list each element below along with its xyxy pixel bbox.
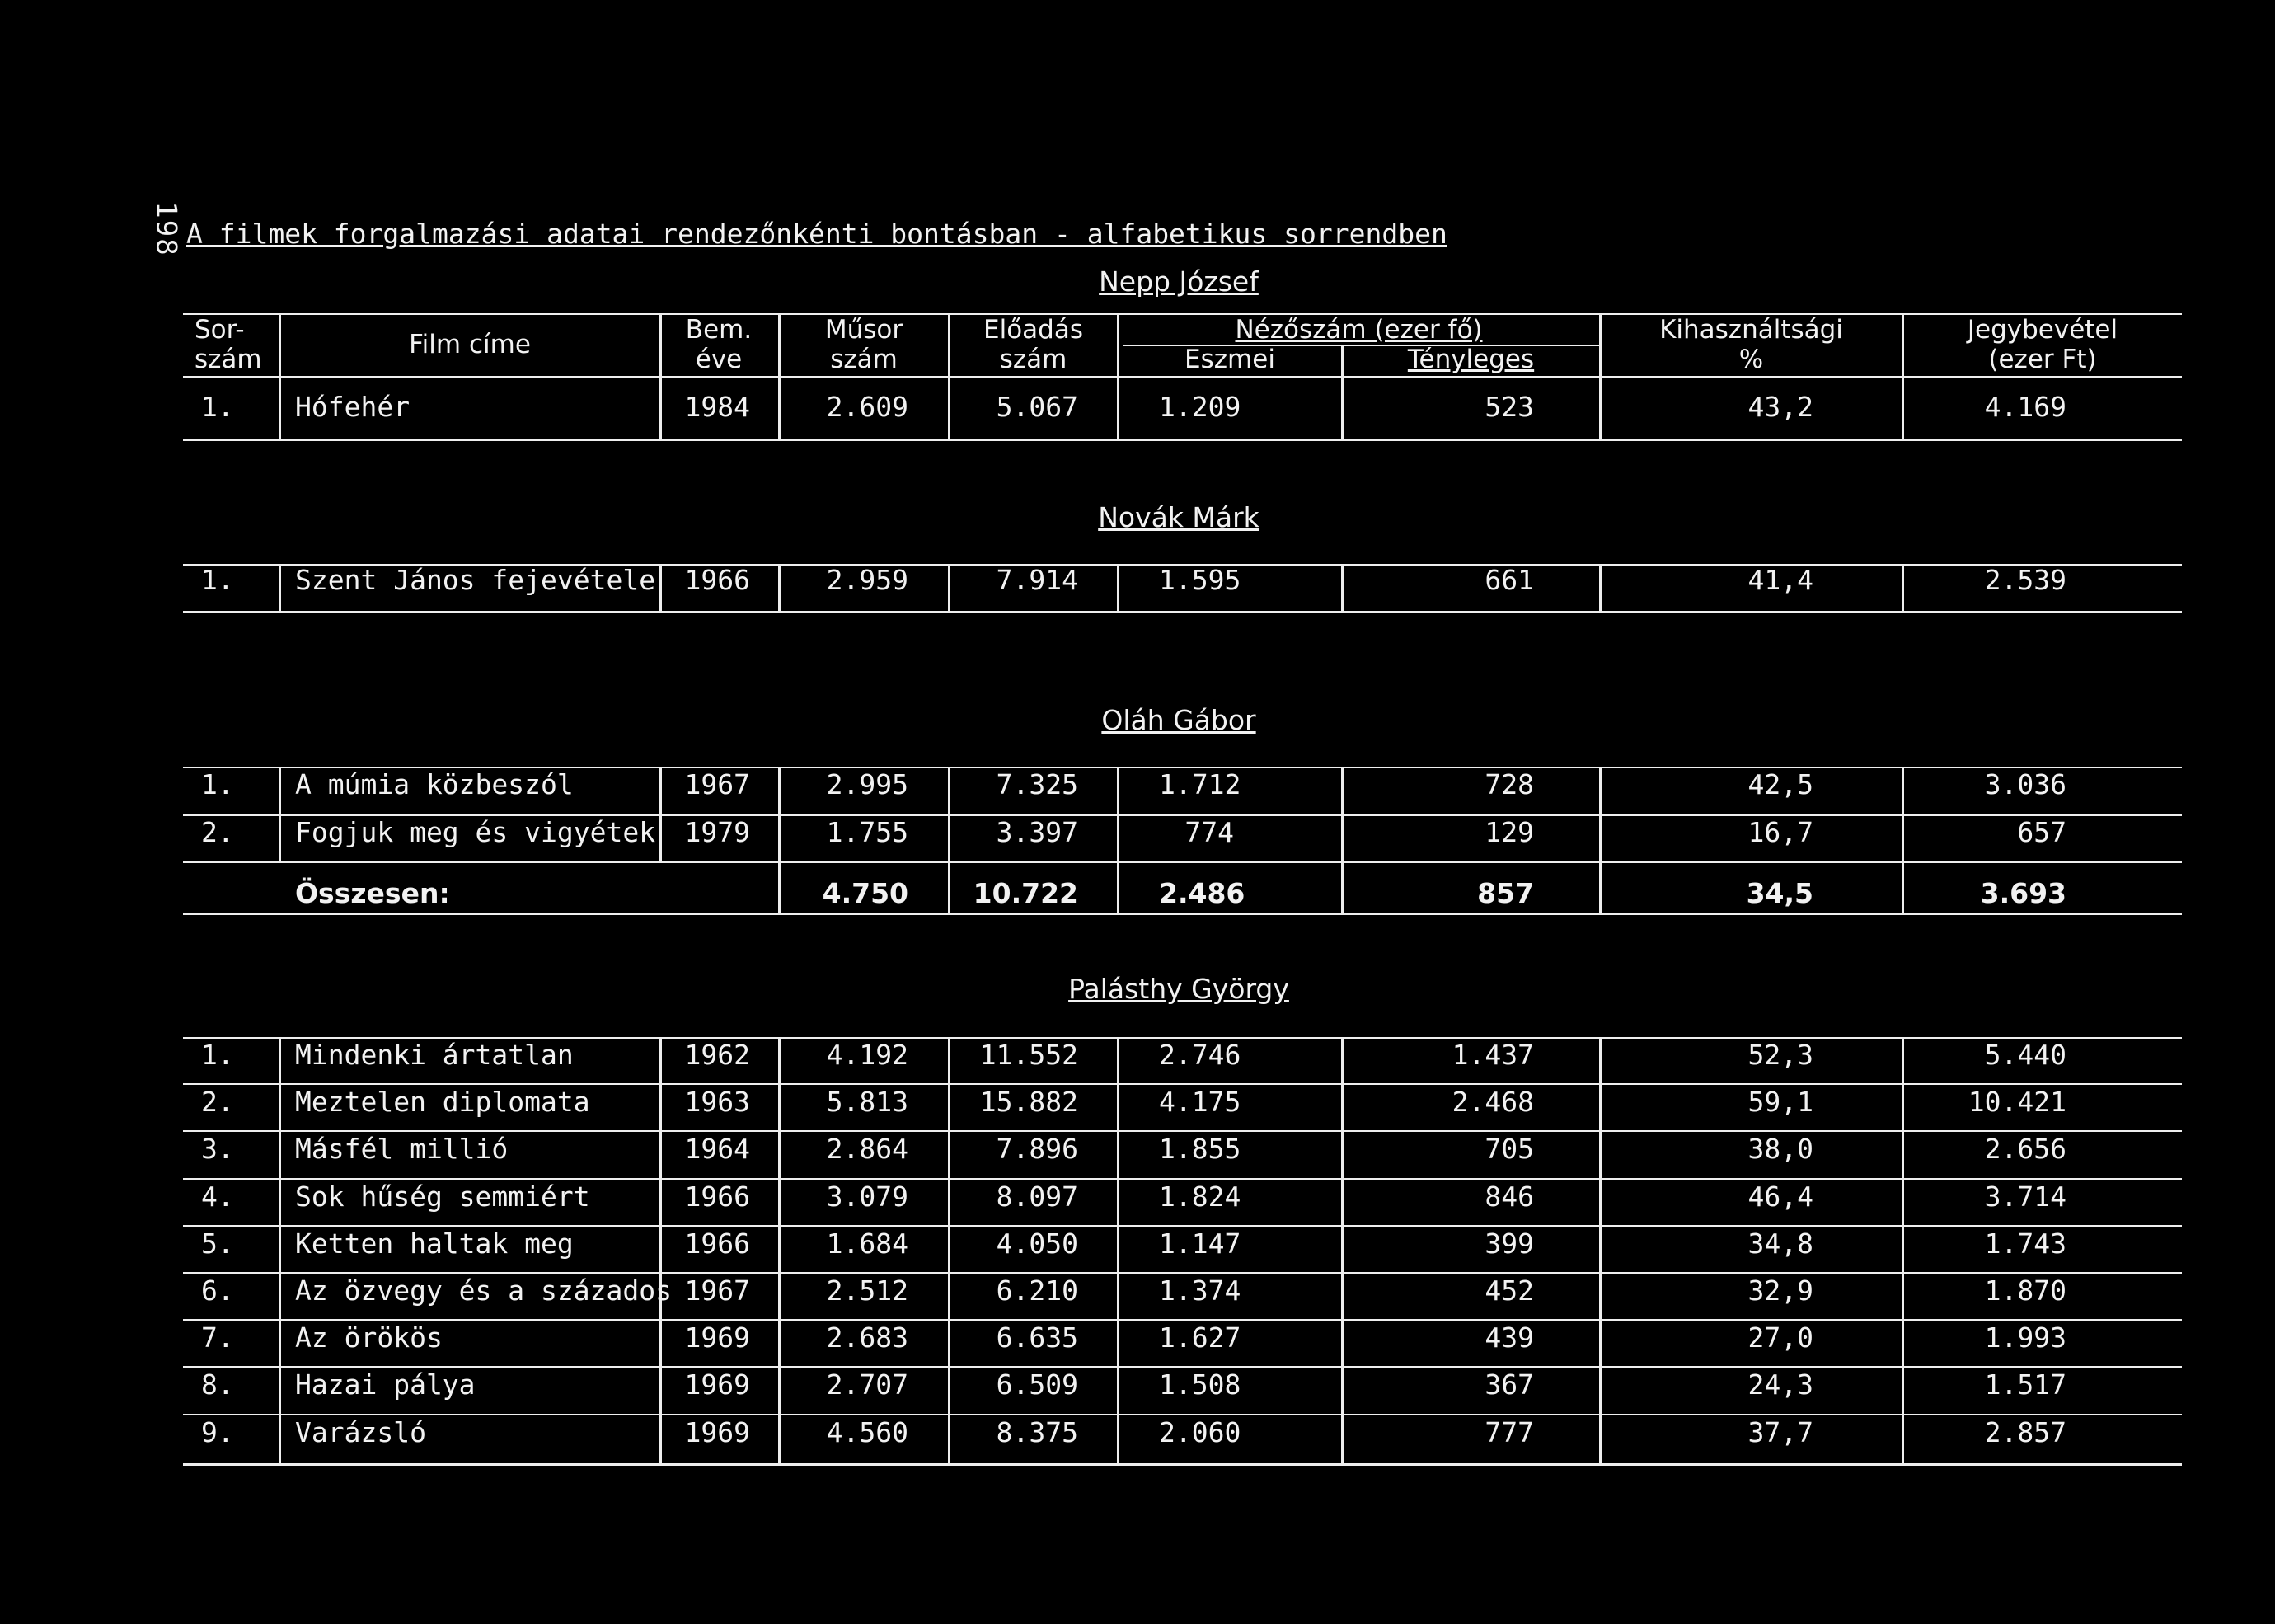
header-jegybevetel: Jegybevétel — [1967, 315, 2118, 345]
musor-szam: 1.684 — [826, 1227, 908, 1260]
jegybevetel: 3.714 — [1984, 1180, 2066, 1213]
eszmei: 2.060 — [1159, 1416, 1241, 1448]
director-heading: Palásthy György — [1068, 973, 1289, 1005]
eszmei: 4.175 — [1159, 1086, 1241, 1118]
row-number: 4. — [201, 1180, 234, 1213]
document-title: A filmek forgalmazási adatai rendezőnkénti bontásban - alfabetikus sorrendben — [186, 218, 1447, 250]
eloadas-szam: 8.375 — [996, 1416, 1078, 1448]
row-number: 2. — [201, 816, 234, 848]
musor-szam: 2.995 — [826, 768, 908, 800]
eloadas-szam: 6.635 — [996, 1321, 1078, 1354]
eloadas-szam: 15.882 — [979, 1086, 1078, 1118]
header-kihasznaltsagi: Kihasználtsági — [1659, 315, 1843, 345]
eloadas-szam: 8.097 — [996, 1180, 1078, 1213]
jegybevetel: 1.743 — [1984, 1227, 2066, 1260]
eloadas-szam: 3.397 — [996, 816, 1078, 848]
total-jegybevetel: 3.693 — [1980, 877, 2066, 909]
eszmei: 1.712 — [1159, 768, 1241, 800]
director-heading: Novák Márk — [1098, 501, 1259, 533]
kihasznaltsag: 32,9 — [1747, 1274, 1813, 1307]
tenyleges: 846 — [1485, 1180, 1534, 1213]
header-szam: szám — [195, 345, 262, 374]
eloadas-szam: 11.552 — [979, 1039, 1078, 1071]
film-title: Hazai pálya — [295, 1368, 476, 1401]
tenyleges: 661 — [1485, 564, 1534, 596]
year: 1969 — [684, 1416, 750, 1448]
total-musor: 4.750 — [822, 877, 908, 909]
header-tenyleges: Tényleges — [1407, 345, 1535, 374]
film-title: Másfél millió — [295, 1133, 509, 1165]
eszmei: 1.374 — [1159, 1274, 1241, 1307]
tenyleges: 367 — [1485, 1368, 1534, 1401]
tenyleges: 452 — [1485, 1274, 1534, 1307]
jegybevetel: 1.993 — [1984, 1321, 2066, 1354]
musor-szam: 3.079 — [826, 1180, 908, 1213]
row-number: 1. — [201, 1039, 234, 1071]
kihasznaltsag: 42,5 — [1747, 768, 1813, 800]
film-title: Sok hűség semmiért — [295, 1180, 590, 1213]
eszmei: 1.147 — [1159, 1227, 1241, 1260]
year: 1967 — [684, 1274, 750, 1307]
jegybevetel: 2.539 — [1984, 564, 2066, 596]
kihasznaltsag: 38,0 — [1747, 1133, 1813, 1165]
header-musor-szam: szám — [830, 345, 898, 374]
tenyleges: 1.437 — [1452, 1039, 1534, 1071]
musor-szam: 2.683 — [826, 1321, 908, 1354]
year: 1984 — [684, 391, 750, 423]
tenyleges: 439 — [1485, 1321, 1534, 1354]
musor-szam: 2.609 — [826, 391, 908, 423]
musor-szam: 2.512 — [826, 1274, 908, 1307]
film-title: Fogjuk meg és vigyétek — [295, 816, 656, 848]
kihasznaltsag: 41,4 — [1747, 564, 1813, 596]
kihasznaltsag: 43,2 — [1747, 391, 1813, 423]
director-heading: Oláh Gábor — [1101, 704, 1256, 736]
year: 1966 — [684, 564, 750, 596]
header-film-cime: Film címe — [409, 330, 531, 359]
total-eloadas: 10.722 — [973, 877, 1078, 909]
tenyleges: 2.468 — [1452, 1086, 1534, 1118]
eloadas-szam: 6.210 — [996, 1274, 1078, 1307]
musor-szam: 5.813 — [826, 1086, 908, 1118]
row-number: 6. — [201, 1274, 234, 1307]
jegybevetel: 1.517 — [1984, 1368, 2066, 1401]
eloadas-szam: 6.509 — [996, 1368, 1078, 1401]
row-number: 5. — [201, 1227, 234, 1260]
film-title: Az örökös — [295, 1321, 443, 1354]
musor-szam: 1.755 — [826, 816, 908, 848]
year: 1962 — [684, 1039, 750, 1071]
total-tenyleges: 857 — [1477, 877, 1534, 909]
film-title: Ketten haltak meg — [295, 1227, 574, 1260]
musor-szam: 2.707 — [826, 1368, 908, 1401]
tenyleges: 777 — [1485, 1416, 1534, 1448]
eszmei: 1.595 — [1159, 564, 1241, 596]
jegybevetel: 2.656 — [1984, 1133, 2066, 1165]
header-nezoszam: Nézőszám (ezer fő) — [1235, 315, 1483, 345]
eszmei: 1.824 — [1159, 1180, 1241, 1213]
header-ezer-ft: (ezer Ft) — [1988, 345, 2097, 374]
year: 1979 — [684, 816, 750, 848]
row-number: 9. — [201, 1416, 234, 1448]
header-eloadas: Előadás — [983, 315, 1083, 345]
eszmei: 774 — [1184, 816, 1234, 848]
jegybevetel: 4.169 — [1984, 391, 2066, 423]
eloadas-szam: 5.067 — [996, 391, 1078, 423]
eloadas-szam: 7.914 — [996, 564, 1078, 596]
musor-szam: 2.959 — [826, 564, 908, 596]
tenyleges: 523 — [1485, 391, 1534, 423]
film-title: Mindenki ártatlan — [295, 1039, 574, 1071]
film-title: A múmia közbeszól — [295, 768, 574, 800]
kihasznaltsag: 27,0 — [1747, 1321, 1813, 1354]
film-title: Szent János fejevétele — [295, 564, 656, 596]
year: 1969 — [684, 1321, 750, 1354]
kihasznaltsag: 24,3 — [1747, 1368, 1813, 1401]
musor-szam: 4.560 — [826, 1416, 908, 1448]
header-eszmei: Eszmei — [1184, 345, 1275, 374]
film-title: Hófehér — [295, 391, 410, 423]
eszmei: 2.746 — [1159, 1039, 1241, 1071]
kihasznaltsag: 37,7 — [1747, 1416, 1813, 1448]
total-kihasznaltsag: 34,5 — [1746, 877, 1813, 909]
row-number: 7. — [201, 1321, 234, 1354]
eloadas-szam: 7.325 — [996, 768, 1078, 800]
musor-szam: 4.192 — [826, 1039, 908, 1071]
year: 1963 — [684, 1086, 750, 1118]
kihasznaltsag: 34,8 — [1747, 1227, 1813, 1260]
row-number: 8. — [201, 1368, 234, 1401]
jegybevetel: 657 — [2017, 816, 2066, 848]
film-title: Az özvegy és a százados — [295, 1274, 672, 1307]
year: 1967 — [684, 768, 750, 800]
tenyleges: 129 — [1485, 816, 1534, 848]
eszmei: 1.508 — [1159, 1368, 1241, 1401]
kihasznaltsag: 46,4 — [1747, 1180, 1813, 1213]
header-eloadas-szam: szám — [999, 345, 1067, 374]
header-bem: Bem. — [685, 315, 753, 345]
eszmei: 1.855 — [1159, 1133, 1241, 1165]
row-number: 1. — [201, 564, 234, 596]
total-label: Összesen: — [295, 877, 450, 909]
film-title: Meztelen diplomata — [295, 1086, 590, 1118]
tenyleges: 705 — [1485, 1133, 1534, 1165]
page-number: 198 — [149, 201, 183, 257]
year: 1966 — [684, 1180, 750, 1213]
jegybevetel: 2.857 — [1984, 1416, 2066, 1448]
tenyleges: 399 — [1485, 1227, 1534, 1260]
year: 1964 — [684, 1133, 750, 1165]
year: 1969 — [684, 1368, 750, 1401]
jegybevetel: 1.870 — [1984, 1274, 2066, 1307]
total-eszmei: 2.486 — [1159, 877, 1245, 909]
row-number: 1. — [201, 391, 234, 423]
kihasznaltsag: 52,3 — [1747, 1039, 1813, 1071]
header-musor: Műsor — [824, 315, 903, 345]
year: 1966 — [684, 1227, 750, 1260]
jegybevetel: 10.421 — [1968, 1086, 2066, 1118]
header-percent: % — [1738, 345, 1764, 374]
eszmei: 1.209 — [1159, 391, 1241, 423]
eszmei: 1.627 — [1159, 1321, 1241, 1354]
row-number: 3. — [201, 1133, 234, 1165]
tenyleges: 728 — [1485, 768, 1534, 800]
header-sor: Sor- — [195, 315, 245, 345]
director-heading: Nepp József — [1099, 265, 1259, 298]
header-eve: éve — [695, 345, 743, 374]
kihasznaltsag: 59,1 — [1747, 1086, 1813, 1118]
jegybevetel: 5.440 — [1984, 1039, 2066, 1071]
kihasznaltsag: 16,7 — [1747, 816, 1813, 848]
eloadas-szam: 4.050 — [996, 1227, 1078, 1260]
film-title: Varázsló — [295, 1416, 426, 1448]
row-number: 1. — [201, 768, 234, 800]
eloadas-szam: 7.896 — [996, 1133, 1078, 1165]
musor-szam: 2.864 — [826, 1133, 908, 1165]
jegybevetel: 3.036 — [1984, 768, 2066, 800]
row-number: 2. — [201, 1086, 234, 1118]
